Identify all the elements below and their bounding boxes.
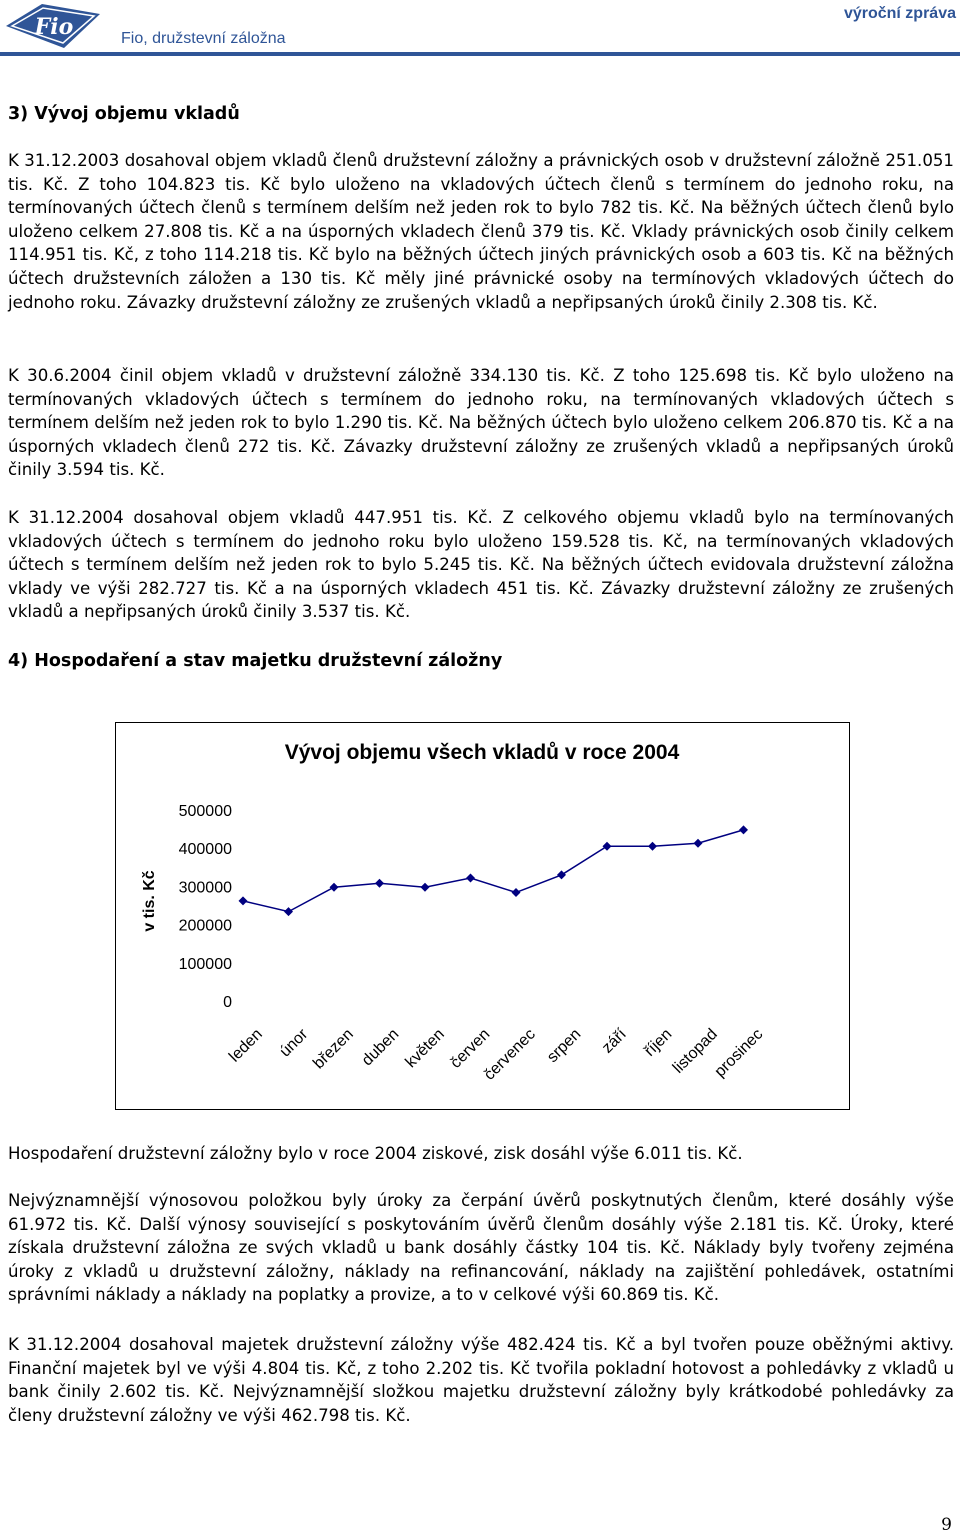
data-point-marker (512, 888, 521, 897)
section-4-paragraph-2: Nejvýznamnější výnosovou položkou byly úroky za čerpání úvěrů poskytnutých členům, které dosáhly výše 61.972 tis. Kč. Další výnosy související s poskytováním úvěrů členům dosáhly výše 2.181 tis. Kč. Úroky, které získala družstevní záložna ze svých vkladů u bank dosáhly částky 104 tis. Kč. Náklady byly tvořeny zejména úroky z vkladů u družstevní záložny, náklady na refinancování, náklady na zajištění pohledávek, ostatními správními náklady a náklady na poplatky a provize, a to v celkové výši 60.869 tis. Kč. (8, 1191, 954, 1305)
data-point-marker (421, 883, 430, 892)
x-tick-label: květen (402, 1025, 448, 1072)
data-point-marker (648, 842, 657, 851)
x-tick-label: září (598, 1025, 630, 1057)
x-tick-label: leden (226, 1025, 266, 1066)
chart-series-line (243, 830, 744, 912)
x-tick-label: listopad (669, 1025, 721, 1077)
data-point-marker (603, 842, 612, 851)
y-tick-label: 300000 (178, 879, 232, 897)
data-point-marker (557, 870, 566, 879)
data-point-marker (239, 896, 248, 905)
chart-title: Vývoj objemu všech vkladů v roce 2004 (284, 741, 680, 764)
data-point-marker (466, 874, 475, 883)
x-tick-label: červen (447, 1025, 494, 1072)
section-3-paragraph-2: K 30.6.2004 činil objem vkladů v družstevní záložně 334.130 tis. Kč. Z toho 125.698 tis. Kč bylo uloženo na termínovaných vkladových účtech s termínem do jednoho roku, na termínovaných vkladových účtech s termínem delším než jeden rok to bylo 1.290 tis. Kč. Na běžných účtech bylo uloženo celkem 206.870 tis. Kč a na úsporných vkladech členů 272 tis. Kč. Závazky družstevní záložny ze zrušených vkladů a nepřipsaných úroků činily 3.594 tis. Kč. (8, 366, 954, 480)
section-3-heading: 3) Vývoj objemu vkladů (8, 104, 240, 124)
x-tick-label: duben (358, 1025, 403, 1070)
deposits-chart-svg (116, 723, 849, 1109)
data-point-marker (330, 883, 339, 892)
x-tick-label: prosinec (711, 1025, 767, 1081)
section-3-paragraph-1: K 31.12.2003 dosahoval objem vkladů členů družstevní záložny a právnických osob v družstevní záložně 251.051 tis. Kč. Z toho 104.823 tis. Kč bylo uloženo na vkladových účtech členů s termínem do jednoho roku, na termínovaných účtech členů s termínem delším než jeden rok to bylo 782 tis. Kč. Na běžných účtech členů bylo uloženo celkem 27.808 tis. Kč a na úsporných vkladech členů 379 tis. Kč. Vklady právnických osob činily celkem 114.951 tis. Kč, z toho 114.218 tis. Kč bylo na běžných účtech jiných právnických osob a 603 tis. Kč na běžných účtech družstevních záložen a 130 tis. Kč měly jiné právnické osoby na termínových vkladových účtech do jednoho roku. Závazky družstevní záložny ze zrušených vkladů a nepřipsaných úroků činily 2.308 tis. Kč. (8, 151, 954, 312)
deposits-chart (115, 722, 850, 1110)
fio-logo (4, 2, 102, 50)
section-4-heading: 4) Hospodaření a stav majetku družstevní záložny (8, 651, 503, 671)
x-tick-label: březen (310, 1025, 357, 1073)
page-header (0, 0, 960, 58)
x-tick-label: červenec (480, 1025, 539, 1084)
y-tick-label: 400000 (178, 841, 232, 859)
logo-text: Fio (34, 14, 74, 40)
data-point-marker (739, 825, 748, 834)
section-3-paragraph-3: K 31.12.2004 dosahoval objem vkladů 447.951 tis. Kč. Z celkového objemu vkladů bylo na termínovaných vkladových účtech s termínem do jednoho roku bylo uloženo 159.528 tis. Kč, na termínovaných vkladových účtech s termínem delším než jeden rok to bylo 5.245 tis. Kč. Na běžných účtech evidovala družstevní záložna vklady ve výši 282.727 tis. Kč a na úsporných vkladech 451 tis. Kč. Závazky družstevní záložny ze zrušených vkladů a nepřipsaných úroků činily 3.537 tis. Kč. (8, 508, 954, 622)
y-tick-label: 200000 (178, 917, 232, 935)
chart-y-axis-label: v tis. Kč (141, 870, 158, 932)
company-name: Fio, družstevní záložna (121, 30, 286, 47)
section-4-paragraph-3: K 31.12.2004 dosahoval majetek družstevní záložny výše 482.424 tis. Kč a byl tvořen pouze oběžnými aktivy. Finanční majetek byl ve výši 4.804 tis. Kč, z toho 2.202 tis. Kč tvořila pokladní hotovost a pohledávky z vkladů u bank činily 2.602 tis. Kč. Nejvýznamnější složkou majetku družstevní záložny byly krátkodobé pohledávky za členy družstevní záložny ve výši 462.798 tis. Kč. (8, 1335, 954, 1425)
x-tick-label: srpen (544, 1025, 585, 1067)
page-number: 9 (941, 1515, 952, 1535)
data-point-marker (694, 839, 703, 848)
x-tick-label: říjen (641, 1025, 676, 1060)
y-tick-label: 0 (223, 994, 232, 1011)
header-divider (0, 52, 960, 56)
y-tick-label: 100000 (178, 955, 232, 973)
y-tick-label: 500000 (178, 803, 232, 820)
section-4-paragraph-1: Hospodaření družstevní záložny bylo v roce 2004 ziskové, zisk dosáhl výše 6.011 tis. Kč. (8, 1144, 743, 1163)
data-point-marker (284, 907, 293, 916)
data-point-marker (375, 879, 384, 888)
x-tick-label: únor (276, 1025, 312, 1061)
report-title: výroční zpráva (843, 5, 956, 22)
